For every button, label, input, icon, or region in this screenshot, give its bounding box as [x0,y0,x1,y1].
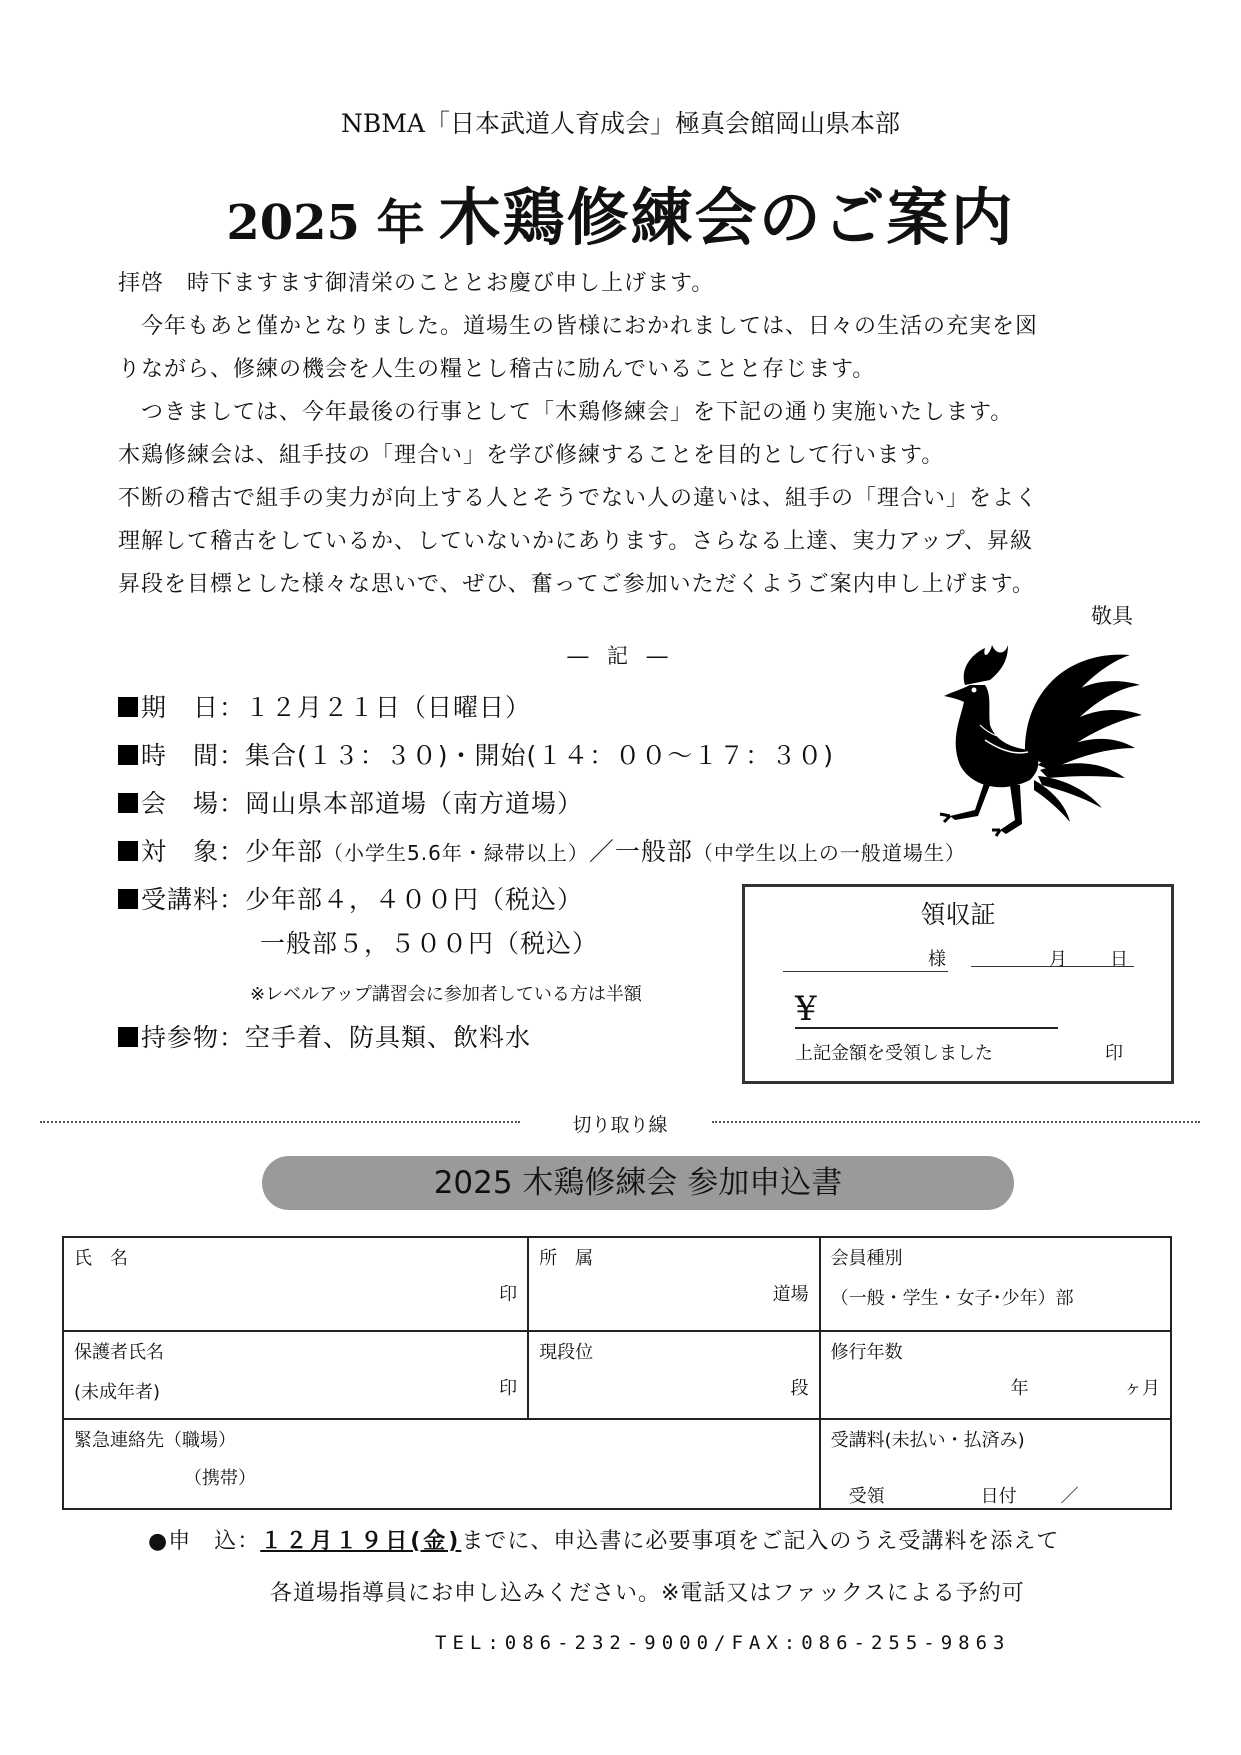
letter-paragraph: 不断の稽古で組手の実力が向上する人とそうでない人の違いは、組手の「理合い」をよく [118,486,1039,511]
square-bullet-icon [118,697,138,717]
name-cell[interactable] [63,1237,528,1331]
letter-paragraph: 拝啓 時下ますます御清栄のこととお慶び申し上げます。 [118,271,715,296]
form-title-banner: 2025 木鶏修練会 参加申込書 [262,1156,1014,1210]
target-general: 一般部 [614,837,693,866]
cut-line-right [712,1121,1200,1123]
emergency-contact-cell[interactable] [63,1419,820,1509]
application-line1-rest: までに、申込書に必要事項をご記入のうえ受講料を添えて [461,1529,1060,1554]
detail-label: 持参物： [141,1023,246,1052]
application-line-1 [148,1524,1059,1555]
detail-label: 受講料： [141,885,246,914]
detail-fee [118,880,583,916]
fee-note: ※レベルアップ講習会に参加者している方は半額 [250,984,642,1005]
fee-date-label: 日付 [980,1486,1017,1507]
emergency-mobile: （携帯） [184,1468,256,1489]
detail-label: 対 象： [141,837,246,866]
application-line-2: 各道場指導員にお申し込みください。※電話又はファックスによる予約可 [270,1581,1025,1606]
name-seal: 印 [499,1284,518,1305]
years-label: 修行年数 [830,1342,903,1363]
fee-date-slash: ／ [1060,1486,1079,1507]
member-type-cell[interactable] [820,1237,1171,1331]
cut-line-label: 切り取り線 [572,1114,668,1136]
letter-paragraph: 木鶏修練会は、組手技の「理合い」を学び修練することを目的として行います。 [118,443,945,468]
title-main: 木鶏修練会のご案内 [438,181,1015,254]
receipt-box [742,884,1174,1084]
square-bullet-icon [118,841,138,861]
closing-keigu: 敬具 [1091,604,1133,628]
fee-junior: 少年部４，４００円（税込） [245,885,584,914]
target-separator: ／ [588,837,615,866]
receipt-date-field[interactable] [971,945,1134,970]
detail-time [118,736,834,772]
letter-paragraph: つきましては、今年最後の行事として「木鶏修練会」を下記の通り実施いたします。 [118,400,1014,425]
square-bullet-icon [118,793,138,813]
detail-value: 空手着、防具類、飲料水 [245,1023,532,1052]
detail-date [118,688,531,724]
fee-received-label: 受領 [848,1486,885,1507]
detail-label: 会 場： [141,789,246,818]
name-label: 氏 名 [74,1248,128,1269]
guardian-cell[interactable] [63,1331,528,1419]
guardian-label: 保護者氏名 [74,1342,164,1363]
receipt-received-text: 上記金額を受領しました [795,1043,993,1064]
receipt-recipient-field[interactable] [783,945,948,972]
fee-status-label: 受講料(未払い・払済み) [830,1430,1025,1451]
fee-status-cell[interactable] [820,1419,1171,1509]
contact-numbers: TEL:086-232-9000/FAX:086-255-9863 [435,1632,1011,1654]
emergency-label: 緊急連絡先（職場） [74,1430,236,1451]
rank-label: 現段位 [539,1342,594,1363]
letter-paragraph: 今年もあと僅かとなりました。道場生の皆様におかれましては、日々の生活の充実を図 [118,314,1039,339]
member-type-options: （一般・学生・女子･少年）部 [830,1288,1074,1309]
page-title [0,168,1241,257]
letter-body [118,262,1128,606]
years-cell[interactable] [820,1331,1171,1419]
ki-heading: ― 記 ― [567,644,674,668]
detail-venue [118,784,583,820]
letter-paragraph: りながら、修練の機会を人生の糧とし稽古に励んでいることと存じます。 [118,357,876,382]
rooster-illustration [930,630,1145,840]
detail-items [118,1018,531,1054]
fee-general: 一般部５，５００円（税込） [260,929,599,958]
detail-value: １２月２１日（日曜日） [245,693,532,722]
target-junior: 少年部 [245,837,324,866]
target-general-note: （中学生以上の一般道場生） [692,841,966,865]
receipt-month: 月 [1049,949,1067,970]
detail-label: 時 間： [141,741,246,770]
letter-paragraph: 昇段を目標とした様々な思いで、ぜひ、奮ってご参加いただくようご案内申し上げます。 [118,572,1035,597]
cut-line [40,1110,1200,1134]
affiliation-suffix: 道場 [772,1284,809,1305]
member-type-label: 会員種別 [830,1248,903,1269]
receipt-title: 領収証 [920,900,996,929]
guardian-seal: 印 [499,1378,518,1399]
square-bullet-icon [118,889,138,909]
application-form [62,1236,1172,1510]
title-year: 2025 年 [226,195,425,251]
yen-symbol: ¥ [795,989,817,1029]
years-year-unit: 年 [1010,1378,1029,1399]
detail-value: 岡山県本部道場（南方道場） [245,789,584,818]
bullet-circle-icon: ● [148,1529,169,1554]
receipt-day: 日 [1110,949,1128,970]
receipt-sama: 様 [928,949,946,970]
detail-target [118,832,966,868]
rank-suffix: 段 [790,1378,809,1399]
affiliation-label: 所 属 [539,1248,594,1269]
square-bullet-icon [118,1027,138,1047]
application-deadline: １２月１９日(金) [260,1529,462,1554]
years-month-unit: ヶ月 [1124,1378,1160,1399]
receipt-amount-field[interactable] [795,991,1058,1029]
guardian-sub: (未成年者) [74,1382,161,1403]
square-bullet-icon [118,745,138,765]
affiliation-cell[interactable] [528,1237,820,1331]
detail-label: 期 日： [141,693,246,722]
rank-cell[interactable] [528,1331,820,1419]
letter-paragraph: 理解して稽古をしているか、していないかにあります。さらなる上達、実力アップ、昇級 [118,529,1033,554]
organization-name: NBMA「日本武道人育成会」極真会館岡山県本部 [341,109,900,138]
detail-value: 集合(１３：３０)・開始(１４：００〜１７：３０) [245,741,835,770]
target-junior-note: （小学生5.6年・緑帯以上） [323,841,589,865]
receipt-seal: 印 [1105,1043,1123,1064]
application-label: 申 込： [168,1529,261,1554]
